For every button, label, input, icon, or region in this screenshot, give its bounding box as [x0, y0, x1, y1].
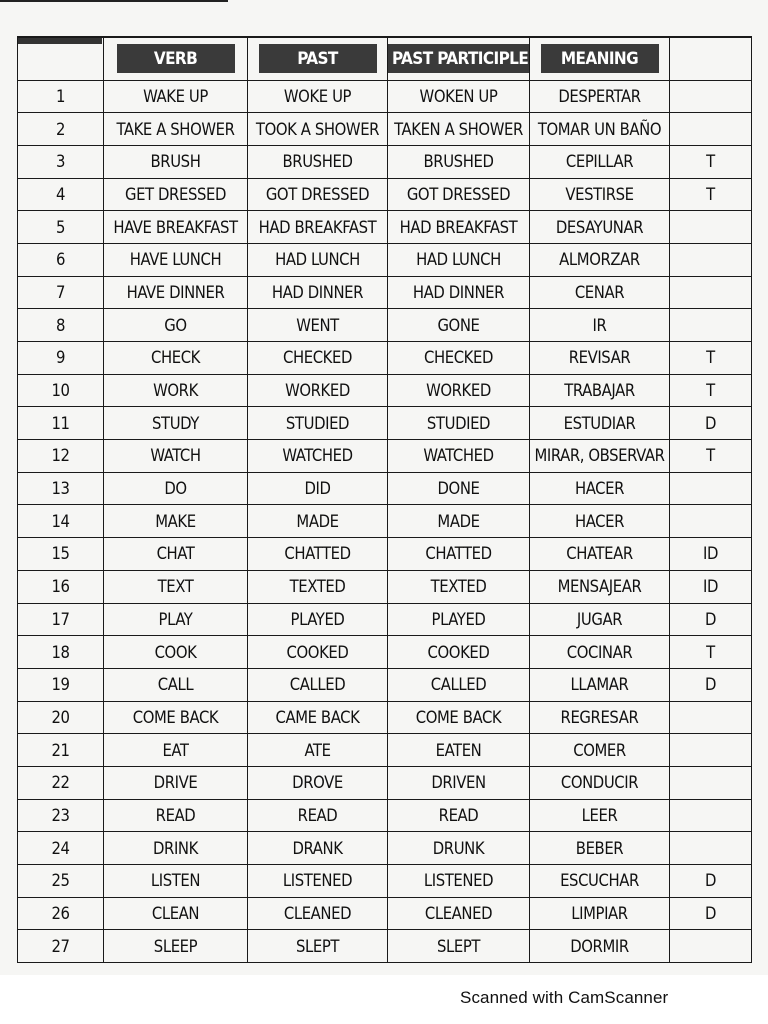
meaning-cell: CEPILLAR: [530, 145, 670, 178]
verb-cell: LISTEN: [104, 865, 248, 898]
past-cell: WATCHED: [248, 440, 388, 473]
type-cell: [670, 701, 752, 734]
past-participle-cell: WOKEN UP: [388, 80, 530, 113]
meaning-cell: DESPERTAR: [530, 80, 670, 113]
past-participle-cell: WATCHED: [388, 440, 530, 473]
type-cell: D: [670, 603, 752, 636]
past-cell: HAD BREAKFAST: [248, 211, 388, 244]
header-past-participle-label: PAST PARTICIPLE: [388, 44, 530, 73]
past-participle-cell: READ: [388, 799, 530, 832]
row-number: 17: [18, 603, 104, 636]
row-number: 4: [18, 178, 104, 211]
table-row: [18, 668, 752, 701]
verb-cell: DO: [104, 472, 248, 505]
verb-cell: WATCH: [104, 440, 248, 473]
table-row: [18, 766, 752, 799]
past-cell: WENT: [248, 309, 388, 342]
meaning-cell: CENAR: [530, 276, 670, 309]
row-number: 24: [18, 832, 104, 865]
header-verb-label: VERB: [117, 44, 235, 73]
verb-cell: GET DRESSED: [104, 178, 248, 211]
past-cell: WOKE UP: [248, 80, 388, 113]
top-rule-line: [0, 0, 228, 2]
row-number: 25: [18, 865, 104, 898]
type-cell: T: [670, 178, 752, 211]
header-type: [670, 37, 752, 80]
meaning-cell: HACER: [530, 505, 670, 538]
past-cell: DROVE: [248, 766, 388, 799]
verb-cell: SLEEP: [104, 930, 248, 963]
past-participle-cell: CHATTED: [388, 538, 530, 571]
type-cell: T: [670, 342, 752, 375]
past-cell: BRUSHED: [248, 145, 388, 178]
type-cell: T: [670, 374, 752, 407]
table-row: [18, 276, 752, 309]
meaning-cell: CONDUCIR: [530, 766, 670, 799]
meaning-cell: COMER: [530, 734, 670, 767]
row-number: 18: [18, 636, 104, 669]
type-cell: [670, 930, 752, 963]
table-row: [18, 603, 752, 636]
type-cell: [670, 309, 752, 342]
header-number: [18, 37, 104, 80]
meaning-cell: COCINAR: [530, 636, 670, 669]
table-row: [18, 309, 752, 342]
verb-cell: GO: [104, 309, 248, 342]
past-participle-cell: MADE: [388, 505, 530, 538]
verb-cell: PLAY: [104, 603, 248, 636]
past-cell: STUDIED: [248, 407, 388, 440]
table-row: [18, 832, 752, 865]
type-cell: [670, 243, 752, 276]
verb-cell: DRIVE: [104, 766, 248, 799]
meaning-cell: DORMIR: [530, 930, 670, 963]
past-participle-cell: CALLED: [388, 668, 530, 701]
past-cell: SLEPT: [248, 930, 388, 963]
past-cell: CLEANED: [248, 897, 388, 930]
past-cell: CHECKED: [248, 342, 388, 375]
past-participle-cell: HAD DINNER: [388, 276, 530, 309]
verb-table: [17, 36, 752, 963]
type-cell: [670, 80, 752, 113]
camscanner-watermark: Scanned with CamScanner: [460, 988, 669, 1007]
past-cell: DRANK: [248, 832, 388, 865]
table-row: [18, 145, 752, 178]
past-cell: DID: [248, 472, 388, 505]
past-participle-cell: CLEANED: [388, 897, 530, 930]
type-cell: T: [670, 636, 752, 669]
row-number: 14: [18, 505, 104, 538]
past-cell: CAME BACK: [248, 701, 388, 734]
type-cell: T: [670, 145, 752, 178]
row-number: 9: [18, 342, 104, 375]
type-cell: D: [670, 407, 752, 440]
row-number: 20: [18, 701, 104, 734]
verb-cell: EAT: [104, 734, 248, 767]
past-participle-cell: GOT DRESSED: [388, 178, 530, 211]
type-cell: D: [670, 897, 752, 930]
past-participle-cell: PLAYED: [388, 603, 530, 636]
past-participle-cell: SLEPT: [388, 930, 530, 963]
row-number: 23: [18, 799, 104, 832]
meaning-cell: ALMORZAR: [530, 243, 670, 276]
type-cell: [670, 734, 752, 767]
row-number: 13: [18, 472, 104, 505]
table-row: [18, 734, 752, 767]
row-number: 11: [18, 407, 104, 440]
verb-cell: WORK: [104, 374, 248, 407]
header-number-bar: [18, 38, 102, 44]
past-participle-cell: DRIVEN: [388, 766, 530, 799]
table-row: [18, 342, 752, 375]
meaning-cell: LEER: [530, 799, 670, 832]
past-cell: CALLED: [248, 668, 388, 701]
type-cell: D: [670, 865, 752, 898]
table-row: [18, 178, 752, 211]
type-cell: [670, 505, 752, 538]
header-verb: [104, 37, 248, 80]
past-cell: MADE: [248, 505, 388, 538]
past-participle-cell: TAKEN A SHOWER: [388, 113, 530, 146]
past-cell: WORKED: [248, 374, 388, 407]
table-row: [18, 113, 752, 146]
type-cell: [670, 113, 752, 146]
type-cell: D: [670, 668, 752, 701]
header-meaning-label: MEANING: [541, 44, 659, 73]
verb-cell: BRUSH: [104, 145, 248, 178]
meaning-cell: TRABAJAR: [530, 374, 670, 407]
past-cell: CHATTED: [248, 538, 388, 571]
meaning-cell: VESTIRSE: [530, 178, 670, 211]
verb-cell: CHAT: [104, 538, 248, 571]
meaning-cell: REVISAR: [530, 342, 670, 375]
past-participle-cell: COOKED: [388, 636, 530, 669]
table-row: [18, 243, 752, 276]
header-past-label: PAST: [259, 44, 377, 73]
type-cell: ID: [670, 538, 752, 571]
meaning-cell: LLAMAR: [530, 668, 670, 701]
past-cell: HAD DINNER: [248, 276, 388, 309]
meaning-cell: HACER: [530, 472, 670, 505]
row-number: 1: [18, 80, 104, 113]
past-participle-cell: HAD BREAKFAST: [388, 211, 530, 244]
verb-cell: READ: [104, 799, 248, 832]
past-cell: LISTENED: [248, 865, 388, 898]
header-past: [248, 37, 388, 80]
type-cell: ID: [670, 570, 752, 603]
row-number: 3: [18, 145, 104, 178]
past-participle-cell: GONE: [388, 309, 530, 342]
meaning-cell: LIMPIAR: [530, 897, 670, 930]
meaning-cell: ESCUCHAR: [530, 865, 670, 898]
row-number: 21: [18, 734, 104, 767]
past-participle-cell: LISTENED: [388, 865, 530, 898]
table-row: [18, 930, 752, 963]
table-row: [18, 374, 752, 407]
row-number: 2: [18, 113, 104, 146]
type-cell: [670, 276, 752, 309]
past-participle-cell: BRUSHED: [388, 145, 530, 178]
table-row: [18, 897, 752, 930]
verb-cell: DRINK: [104, 832, 248, 865]
verb-cell: MAKE: [104, 505, 248, 538]
header-past-participle: [388, 37, 530, 80]
row-number: 27: [18, 930, 104, 963]
table-row: [18, 472, 752, 505]
row-number: 19: [18, 668, 104, 701]
past-cell: PLAYED: [248, 603, 388, 636]
table-row: [18, 865, 752, 898]
table-row: [18, 211, 752, 244]
verb-cell: COME BACK: [104, 701, 248, 734]
verb-cell: HAVE LUNCH: [104, 243, 248, 276]
verb-cell: HAVE DINNER: [104, 276, 248, 309]
past-participle-cell: STUDIED: [388, 407, 530, 440]
verb-cell: TAKE A SHOWER: [104, 113, 248, 146]
row-number: 7: [18, 276, 104, 309]
past-cell: TOOK A SHOWER: [248, 113, 388, 146]
verb-cell: CHECK: [104, 342, 248, 375]
past-participle-cell: EATEN: [388, 734, 530, 767]
verb-cell: TEXT: [104, 570, 248, 603]
table-row: [18, 799, 752, 832]
meaning-cell: BEBER: [530, 832, 670, 865]
verb-cell: HAVE BREAKFAST: [104, 211, 248, 244]
row-number: 10: [18, 374, 104, 407]
meaning-cell: IR: [530, 309, 670, 342]
table-row: [18, 505, 752, 538]
row-number: 16: [18, 570, 104, 603]
past-cell: COOKED: [248, 636, 388, 669]
past-participle-cell: HAD LUNCH: [388, 243, 530, 276]
verb-cell: COOK: [104, 636, 248, 669]
meaning-cell: CHATEAR: [530, 538, 670, 571]
row-number: 6: [18, 243, 104, 276]
table-header-row: [18, 37, 752, 80]
past-cell: HAD LUNCH: [248, 243, 388, 276]
type-cell: [670, 211, 752, 244]
type-cell: T: [670, 440, 752, 473]
past-participle-cell: WORKED: [388, 374, 530, 407]
meaning-cell: DESAYUNAR: [530, 211, 670, 244]
verb-cell: STUDY: [104, 407, 248, 440]
past-participle-cell: COME BACK: [388, 701, 530, 734]
table-row: [18, 570, 752, 603]
past-cell: GOT DRESSED: [248, 178, 388, 211]
row-number: 12: [18, 440, 104, 473]
row-number: 26: [18, 897, 104, 930]
verb-cell: CALL: [104, 668, 248, 701]
row-number: 22: [18, 766, 104, 799]
meaning-cell: REGRESAR: [530, 701, 670, 734]
past-cell: TEXTED: [248, 570, 388, 603]
meaning-cell: MIRAR, OBSERVAR: [530, 440, 670, 473]
past-participle-cell: CHECKED: [388, 342, 530, 375]
past-participle-cell: DRUNK: [388, 832, 530, 865]
row-number: 5: [18, 211, 104, 244]
type-cell: [670, 799, 752, 832]
table-row: [18, 701, 752, 734]
type-cell: [670, 766, 752, 799]
meaning-cell: JUGAR: [530, 603, 670, 636]
table-row: [18, 80, 752, 113]
verb-cell: WAKE UP: [104, 80, 248, 113]
past-cell: ATE: [248, 734, 388, 767]
type-cell: [670, 472, 752, 505]
verb-table-body: [18, 80, 752, 963]
table-row: [18, 407, 752, 440]
past-cell: READ: [248, 799, 388, 832]
row-number: 8: [18, 309, 104, 342]
table-row: [18, 440, 752, 473]
meaning-cell: ESTUDIAR: [530, 407, 670, 440]
header-meaning: [530, 37, 670, 80]
row-number: 15: [18, 538, 104, 571]
verb-cell: CLEAN: [104, 897, 248, 930]
type-cell: [670, 832, 752, 865]
table-row: [18, 538, 752, 571]
past-participle-cell: TEXTED: [388, 570, 530, 603]
table-row: [18, 636, 752, 669]
meaning-cell: MENSAJEAR: [530, 570, 670, 603]
past-participle-cell: DONE: [388, 472, 530, 505]
meaning-cell: TOMAR UN BAÑO: [530, 113, 670, 146]
